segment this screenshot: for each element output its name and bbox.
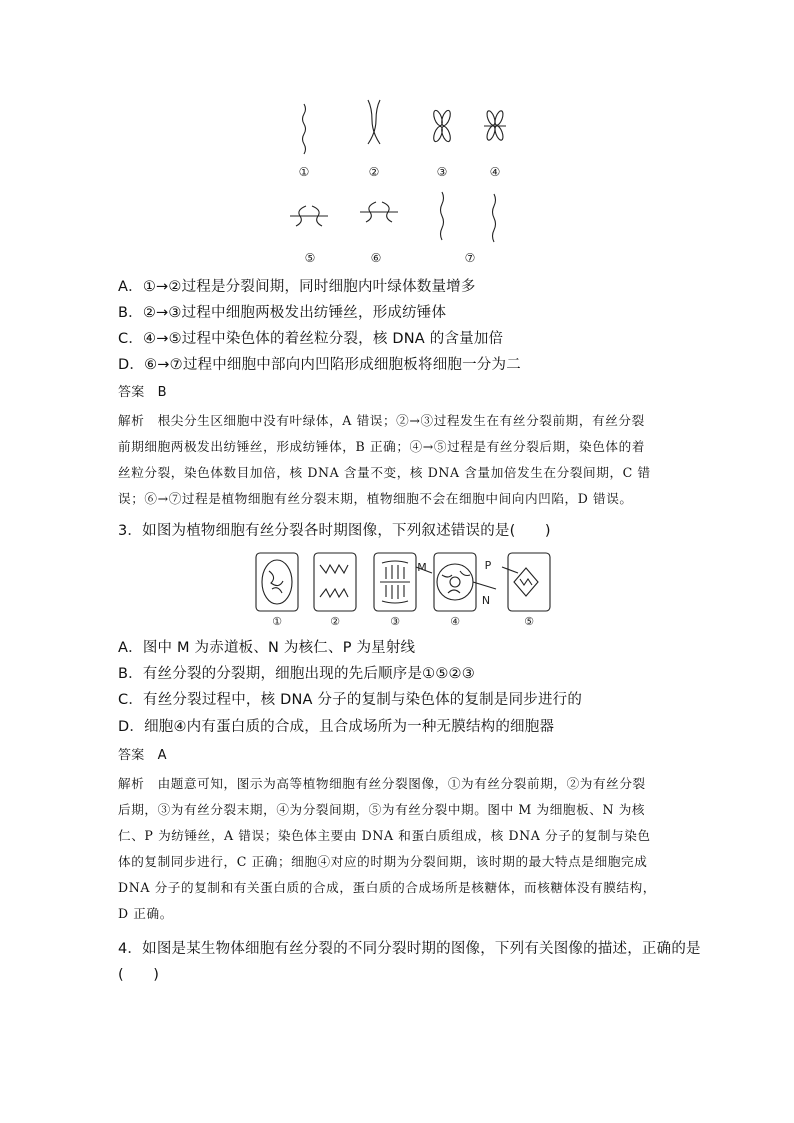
q2-explanation-line-4: 误；⑥→⑦过程是植物细胞有丝分裂末期，植物细胞不会在细胞中间向内凹陷，D 错误。 — [118, 491, 633, 506]
marker-n: N — [481, 594, 491, 607]
q3-option-d: D．细胞④内有蛋白质的合成，且合成场所为一种无膜结构的细胞器 — [118, 719, 555, 735]
q3-answer: 答案 A — [118, 748, 167, 763]
fig1-label-5: ⑤ — [304, 251, 316, 265]
q2-option-d: D．⑥→⑦过程中细胞中部向内凹陷形成细胞板将细胞一分为二 — [118, 357, 521, 373]
q3-stem: 3．如图为植物细胞有丝分裂各时期图像，下列叙述错误的是( ) — [118, 523, 551, 539]
q2-explanation-line-2: 前期细胞两极发出纺锤丝，形成纺锤体，B 正确；④→⑤过程是有丝分裂后期，染色体的着 — [118, 439, 645, 454]
q3-explanation-line-3: 仁、P 为纺锤丝，A 错误；染色体主要由 DNA 和蛋白质组成，核 DNA 分子的复制与染色 — [118, 828, 651, 843]
fig3-label-1: ① — [272, 615, 282, 628]
chromosome-figure-svg — [270, 96, 530, 271]
q2-explanation-line-3: 丝粒分裂，染色体数目加倍，核 DNA 含量不变，核 DNA 含量加倍发生在分裂间期，C 错 — [118, 465, 651, 480]
q3-explanation-line-4: 体的复制同步进行，C 正确；细胞④对应的时期为分裂间期，该时期的最大特点是细胞完成 — [118, 854, 648, 869]
q3-explanation-line-1: 解析 由题意可知，图示为高等植物细胞有丝分裂图像，①为有丝分裂前期，②为有丝分裂 — [118, 776, 646, 791]
chromosome-2 — [368, 100, 380, 144]
mitosis-figure — [252, 549, 552, 629]
q3-option-c: C．有丝分裂过程中，核 DNA 分子的复制与染色体的复制是同步进行的 — [118, 692, 583, 708]
q2-answer: 答案 B — [118, 385, 167, 400]
chromosome-4 — [484, 110, 506, 141]
q2-option-c: C．④→⑤过程中染色体的着丝粒分裂，核 DNA 的含量加倍 — [118, 331, 504, 347]
fig3-label-2: ② — [330, 615, 340, 628]
fig1-label-1: ① — [298, 165, 310, 179]
fig3-label-3: ③ — [390, 615, 400, 628]
cell-2 — [314, 553, 356, 611]
q2-explanation-line-1: 解析 根尖分生区细胞中没有叶绿体，A 错误；②→③过程发生在有丝分裂前期，有丝分裂 — [118, 413, 645, 428]
marker-p: P — [484, 559, 492, 572]
chromosome-3 — [432, 109, 452, 142]
fig3-label-5: ⑤ — [524, 615, 534, 628]
q3-option-a: A．图中 M 为赤道板、N 为核仁、P 为星射线 — [118, 640, 416, 656]
q3-explanation-line-6: D 正确。 — [118, 906, 173, 921]
q2-option-b: B．②→③过程中细胞两极发出纺锤丝，形成纺锤体 — [118, 305, 447, 321]
fig1-label-7: ⑦ — [464, 251, 476, 265]
chromosome-figure — [270, 96, 530, 271]
fig1-label-3: ③ — [436, 165, 448, 179]
cell-4 — [434, 553, 476, 611]
mitosis-figure-svg — [252, 549, 552, 629]
q3-explanation-line-2: 后期，③为有丝分裂末期，④为分裂间期，⑤为有丝分裂中期。图中 M 为细胞板、N 为核 — [118, 802, 646, 817]
chromosome-1 — [303, 104, 306, 154]
chromosome-7b — [493, 194, 496, 242]
chromosome-5 — [290, 206, 328, 226]
q4-stem-line-2: ( ) — [118, 967, 160, 983]
fig3-label-4: ④ — [450, 615, 460, 628]
chromosome-6 — [360, 202, 398, 222]
q3-option-b: B．有丝分裂的分裂期，细胞出现的先后顺序是①⑤②③ — [118, 666, 475, 682]
marker-m: M — [417, 561, 427, 574]
q2-option-a: A．①→②过程是分裂间期，同时细胞内叶绿体数量增多 — [118, 279, 476, 295]
fig1-label-4: ④ — [489, 165, 501, 179]
fig1-label-2: ② — [368, 165, 380, 179]
q4-stem-line-1: 4．如图是某生物体细胞有丝分裂的不同分裂时期的图像，下列有关图像的描述，正确的是 — [118, 941, 701, 957]
fig1-label-6: ⑥ — [370, 251, 382, 265]
q3-explanation-line-5: DNA 分子的复制和有关蛋白质的合成，蛋白质的合成场所是核糖体，而核糖体没有膜结构， — [118, 880, 656, 895]
chromosome-7a — [441, 192, 444, 240]
